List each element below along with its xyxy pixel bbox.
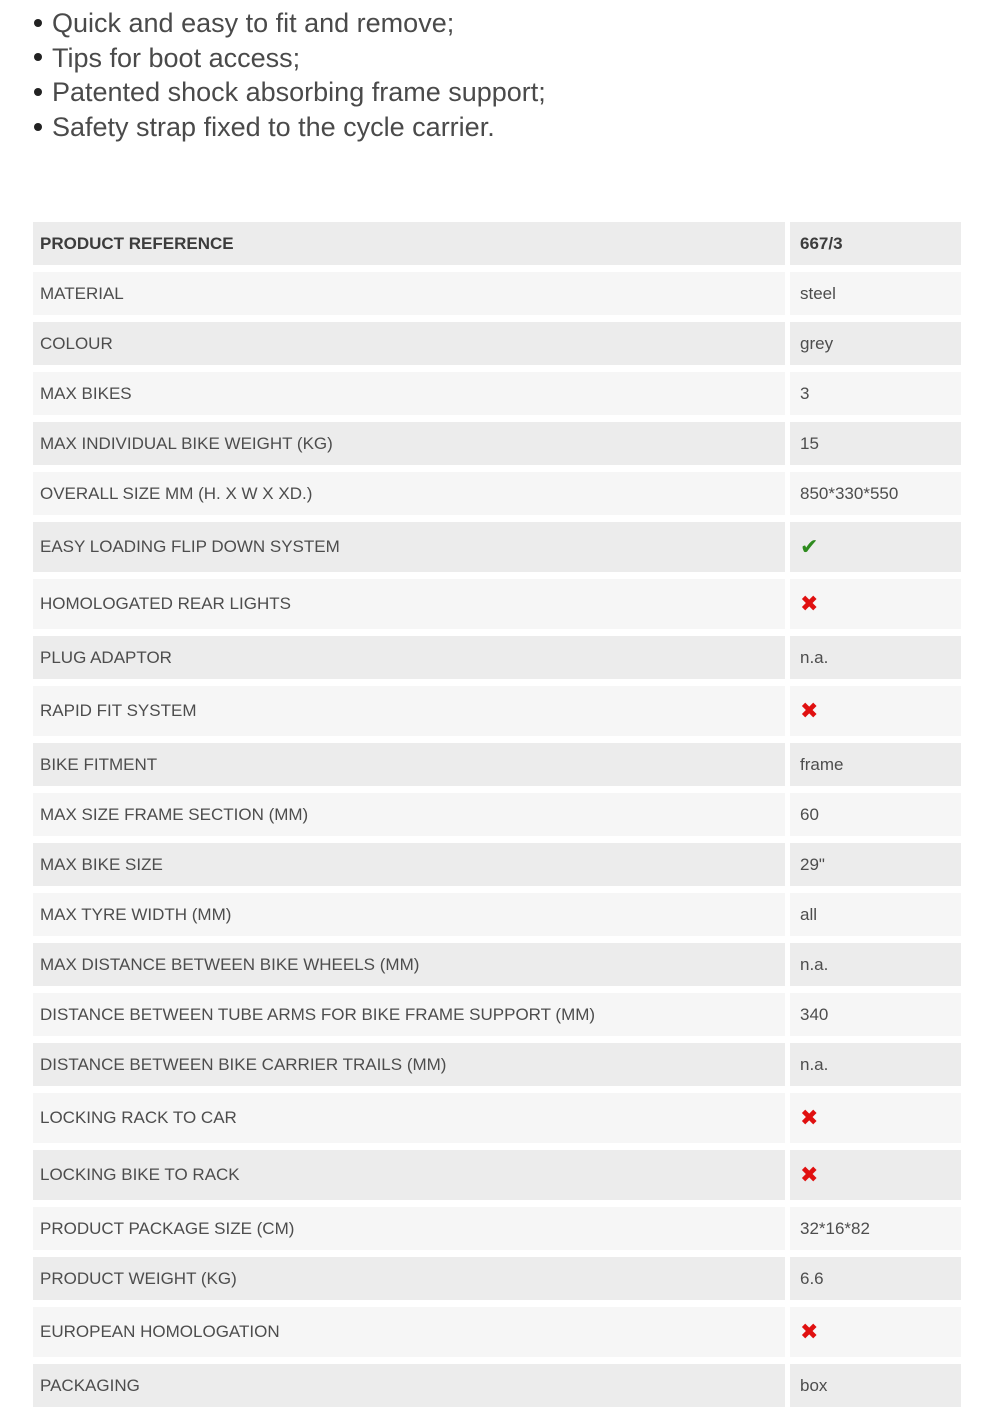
- spec-row: [33, 843, 961, 886]
- bullet-icon: [34, 19, 42, 27]
- spec-label: HOMOLOGATED REAR LIGHTS: [33, 579, 790, 629]
- spec-label: LOCKING RACK TO CAR: [33, 1093, 790, 1143]
- feature-text: Quick and easy to fit and remove;: [52, 8, 455, 38]
- spec-row: [33, 1307, 961, 1357]
- spec-table: [33, 215, 961, 1414]
- spec-label: EUROPEAN HOMOLOGATION: [33, 1307, 790, 1357]
- spec-label: DISTANCE BETWEEN TUBE ARMS FOR BIKE FRAME SUPPORT (MM): [33, 993, 790, 1036]
- spec-row: [33, 472, 961, 515]
- cross-icon: ✖: [800, 1161, 819, 1187]
- feature-list: [34, 6, 546, 144]
- cross-icon: ✖: [800, 1104, 819, 1130]
- spec-row: [33, 1257, 961, 1300]
- spec-row: [33, 422, 961, 465]
- spec-row: [33, 993, 961, 1036]
- bullet-icon: [34, 88, 42, 96]
- spec-value: 667/3: [790, 222, 961, 265]
- spec-value: [790, 579, 961, 629]
- spec-label: MAX BIKES: [33, 372, 790, 415]
- spec-value: n.a.: [790, 943, 961, 986]
- spec-value: 15: [790, 422, 961, 465]
- feature-text: Tips for boot access;: [52, 42, 301, 73]
- spec-row: [33, 222, 961, 265]
- spec-label: BIKE FITMENT: [33, 743, 790, 786]
- spec-label: COLOUR: [33, 322, 790, 365]
- spec-row: [33, 579, 961, 629]
- feature-item: [34, 110, 546, 145]
- spec-value: [790, 522, 961, 572]
- spec-value: n.a.: [790, 1043, 961, 1086]
- spec-label: PACKAGING: [33, 1364, 790, 1407]
- spec-row: [33, 1043, 961, 1086]
- feature-item: [34, 41, 546, 76]
- spec-value: grey: [790, 322, 961, 365]
- spec-row: [33, 1207, 961, 1250]
- spec-table-body: [33, 222, 961, 1407]
- spec-row: [33, 272, 961, 315]
- bullet-icon: [34, 123, 42, 131]
- spec-label: PLUG ADAPTOR: [33, 636, 790, 679]
- spec-label: MAX TYRE WIDTH (MM): [33, 893, 790, 936]
- spec-label: MAX SIZE FRAME SECTION (MM): [33, 793, 790, 836]
- spec-row: [33, 372, 961, 415]
- spec-value: 6.6: [790, 1257, 961, 1300]
- check-icon: ✔: [800, 533, 819, 559]
- spec-value: all: [790, 893, 961, 936]
- spec-row: [33, 893, 961, 936]
- spec-row: [33, 686, 961, 736]
- bullet-icon: [34, 53, 42, 61]
- spec-label: LOCKING BIKE TO RACK: [33, 1150, 790, 1200]
- feature-item: [34, 75, 546, 110]
- spec-row: [33, 522, 961, 572]
- spec-value: [790, 1307, 961, 1357]
- spec-label: MAX DISTANCE BETWEEN BIKE WHEELS (MM): [33, 943, 790, 986]
- spec-row: [33, 943, 961, 986]
- spec-label: PRODUCT REFERENCE: [33, 222, 790, 265]
- spec-label: OVERALL SIZE MM (H. X W X XD.): [33, 472, 790, 515]
- spec-label: PRODUCT WEIGHT (KG): [33, 1257, 790, 1300]
- spec-row: [33, 793, 961, 836]
- cross-icon: ✖: [800, 590, 819, 616]
- spec-value: [790, 686, 961, 736]
- spec-value: 3: [790, 372, 961, 415]
- spec-label: RAPID FIT SYSTEM: [33, 686, 790, 736]
- spec-label: MAX BIKE SIZE: [33, 843, 790, 886]
- spec-label: PRODUCT PACKAGE SIZE (CM): [33, 1207, 790, 1250]
- feature-text: Patented shock absorbing frame support;: [52, 77, 546, 108]
- spec-row: [33, 1150, 961, 1200]
- cross-icon: ✖: [800, 1318, 819, 1344]
- spec-value: 29": [790, 843, 961, 886]
- feature-text: Safety strap fixed to the cycle carrier.: [52, 111, 495, 142]
- spec-label: EASY LOADING FLIP DOWN SYSTEM: [33, 522, 790, 572]
- spec-value: box: [790, 1364, 961, 1407]
- spec-row: [33, 636, 961, 679]
- spec-value: 340: [790, 993, 961, 1036]
- spec-label: MATERIAL: [33, 272, 790, 315]
- cross-icon: ✖: [800, 697, 819, 723]
- feature-item: [34, 6, 546, 41]
- spec-value: 32*16*82: [790, 1207, 961, 1250]
- spec-row: [33, 743, 961, 786]
- spec-row: [33, 1093, 961, 1143]
- spec-value: n.a.: [790, 636, 961, 679]
- spec-value: 60: [790, 793, 961, 836]
- spec-value: steel: [790, 272, 961, 315]
- spec-row: [33, 322, 961, 365]
- spec-label: MAX INDIVIDUAL BIKE WEIGHT (KG): [33, 422, 790, 465]
- spec-value: [790, 1093, 961, 1143]
- spec-row: [33, 1364, 961, 1407]
- spec-label: DISTANCE BETWEEN BIKE CARRIER TRAILS (MM): [33, 1043, 790, 1086]
- spec-value: frame: [790, 743, 961, 786]
- spec-value: 850*330*550: [790, 472, 961, 515]
- spec-value: [790, 1150, 961, 1200]
